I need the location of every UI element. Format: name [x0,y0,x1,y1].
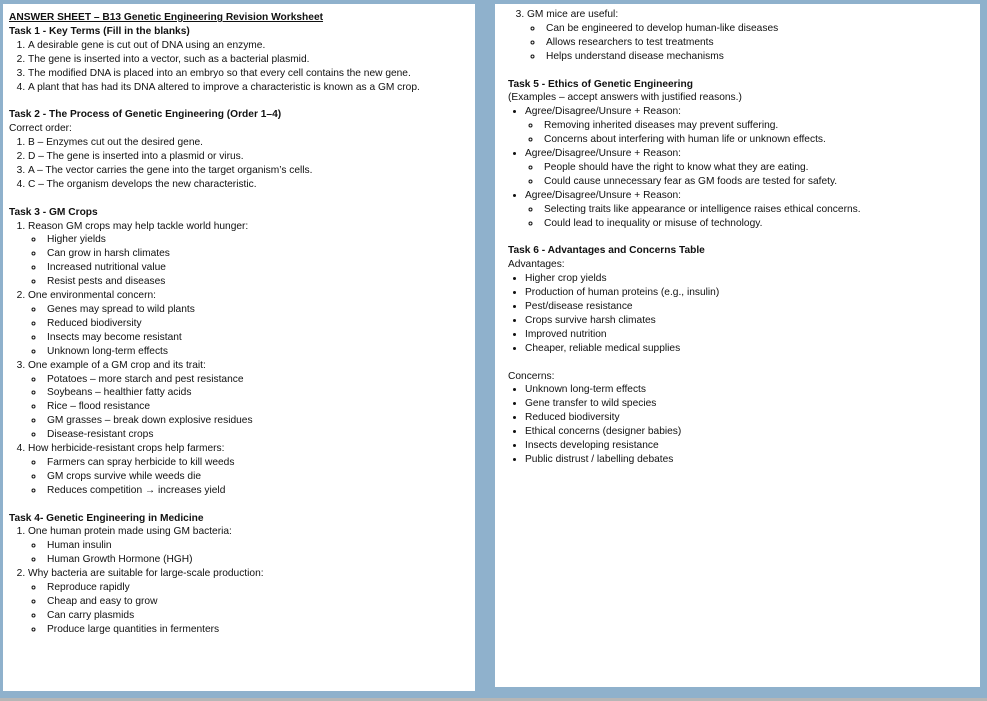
list-item [525,147,980,189]
concerns-list [508,383,980,466]
list-item: 4. C – The organism develops the new characteristic. [28,178,475,192]
task2-list [9,136,475,192]
list-item [525,189,980,231]
list-item: • Higher crop yields [525,272,980,286]
list-item: 2. The gene is inserted into a vector, such as a bacterial plasmid. [28,53,475,67]
list-item: 3. The modified DNA is placed into an embryo so that every cell contains the new gene. [28,67,475,81]
answer-item: ◦ Selecting traits like appearance or intelligence raises ethical concerns. [541,203,980,217]
question-label: One example of a GM crop and its trait: [28,359,206,371]
task6-heading: Task 6 - Advantages and Concerns Table [508,245,705,257]
answer-item: ◦ Reproduce rapidly [44,581,475,595]
list-item: 1. A desirable gene is cut out of DNA using an enzyme. [28,39,475,53]
task5-list [508,105,980,230]
question-label: How herbicide-resistant crops help farmers: [28,443,225,455]
list-item: • Production of human proteins (e.g., insulin) [525,286,980,300]
list-item: • Unknown long-term effects [525,383,980,397]
list-item [28,567,475,637]
task3-heading: Task 3 - GM Crops [9,206,98,218]
task5-heading: Task 5 - Ethics of Genetic Engineering [508,78,693,90]
list-item: • Pest/disease resistance [525,300,980,314]
answer-item: ◦ Produce large quantities in fermenters [44,623,475,637]
answer-item: ◦ GM crops survive while weeds die [44,470,475,484]
task2-intro: Correct order: [9,123,72,135]
task5-intro: (Examples – accept answers with justified reasons.) [508,92,742,104]
question-label: Reason GM crops may help tackle world hunger: [28,220,249,232]
list-item: • Public distrust / labelling debates [525,453,980,467]
advantages-label: Advantages: [508,259,565,271]
answer-item: ◦ Could lead to inequality or misuse of technology. [541,217,980,231]
answer-item: ◦ Human Growth Hormone (HGH) [44,553,475,567]
answer-item: ◦ Farmers can spray herbicide to kill weeds [44,456,475,470]
list-item: 2. D – The gene is inserted into a plasmid or virus. [28,150,475,164]
list-item [28,525,475,567]
answer-item: ◦ Helps understand disease mechanisms [543,50,980,64]
task4-section [9,512,475,637]
task6-section [508,244,980,466]
answer-item: ◦ Increased nutritional value [44,261,475,275]
task2-section [9,108,475,191]
task4-list-continued [508,8,980,64]
answer-item: ◦ Allows researchers to test treatments [543,36,980,50]
answer-item: ◦ Insects may become resistant [44,331,475,345]
answer-item: ◦ Removing inherited diseases may prevent suffering. [541,119,980,133]
answer-item: ◦ Genes may spread to wild plants [44,303,475,317]
answer-item: ◦ Can be engineered to develop human-like diseases [543,22,980,36]
list-item: • Insects developing resistance [525,439,980,453]
answer-item: ◦ Can grow in harsh climates [44,247,475,261]
question-label: One environmental concern: [28,290,156,302]
question-label: One human protein made using GM bacteria: [28,526,232,538]
list-item [527,8,980,64]
list-item: 1. B – Enzymes cut out the desired gene. [28,136,475,150]
list-item: • Gene transfer to wild species [525,397,980,411]
list-item: 3. A – The vector carries the gene into the target organism’s cells. [28,164,475,178]
question-label: Agree/Disagree/Unsure + Reason: [525,189,682,201]
concerns-label: Concerns: [508,370,555,382]
answer-item: ◦ Concerns about interfering with human life or unknown effects. [541,133,980,147]
answer-item: ◦ Rice – flood resistance [44,400,475,414]
task4-list [9,525,475,636]
question-label: Why bacteria are suitable for large-scale production: [28,568,264,580]
answer-item: ◦ Soybeans – healthier fatty acids [44,386,475,400]
list-item: • Cheaper, reliable medical supplies [525,342,980,356]
question-label: Agree/Disagree/Unsure + Reason: [525,148,682,160]
advantages-list [508,272,980,355]
task5-section [508,78,980,231]
answer-item: ◦ Cheap and easy to grow [44,595,475,609]
list-item [28,220,475,290]
answer-item: ◦ Could cause unnecessary fear as GM foods are tested for safety. [541,175,980,189]
worksheet-page-2 [495,4,980,687]
answer-item: ◦ Reduced biodiversity [44,317,475,331]
task1-section [9,25,475,95]
list-item: • Ethical concerns (designer babies) [525,425,980,439]
task1-list [9,39,475,95]
answer-item: ◦ Potatoes – more starch and pest resistance [44,373,475,387]
answer-item: ◦ Resist pests and diseases [44,275,475,289]
answer-item: ◦ Human insulin [44,539,475,553]
list-item: 4. A plant that has had its DNA altered to improve a characteristic is known as a GM crop. [28,81,475,95]
list-item [28,359,475,442]
list-item: • Reduced biodiversity [525,411,980,425]
task3-section [9,206,475,498]
task1-heading: Task 1 - Key Terms (Fill in the blanks) [9,25,190,37]
answer-item: ◦ People should have the right to know what they are eating. [541,161,980,175]
task2-heading: Task 2 - The Process of Genetic Engineering (Order 1–4) [9,109,282,121]
answer-item: ◦ GM grasses – break down explosive residues [44,414,475,428]
answer-item: ◦ Disease-resistant crops [44,428,475,442]
worksheet-page-1 [3,4,475,691]
answer-item: ◦ Higher yields [44,233,475,247]
document-title: ANSWER SHEET – B13 Genetic Engineering Revision Worksheet [9,12,324,23]
question-label: GM mice are useful: [527,9,619,20]
list-item [28,442,475,498]
answer-item: ◦ Unknown long-term effects [44,345,475,359]
answer-item: ◦ Reduces competition → increases yield [44,484,475,498]
question-label: Agree/Disagree/Unsure + Reason: [525,106,682,118]
list-item [28,289,475,359]
answer-item: ◦ Can carry plasmids [44,609,475,623]
list-item: • Improved nutrition [525,328,980,342]
task4-heading: Task 4- Genetic Engineering in Medicine [9,512,204,524]
list-item [525,105,980,147]
list-item: • Crops survive harsh climates [525,314,980,328]
task3-list [9,220,475,498]
